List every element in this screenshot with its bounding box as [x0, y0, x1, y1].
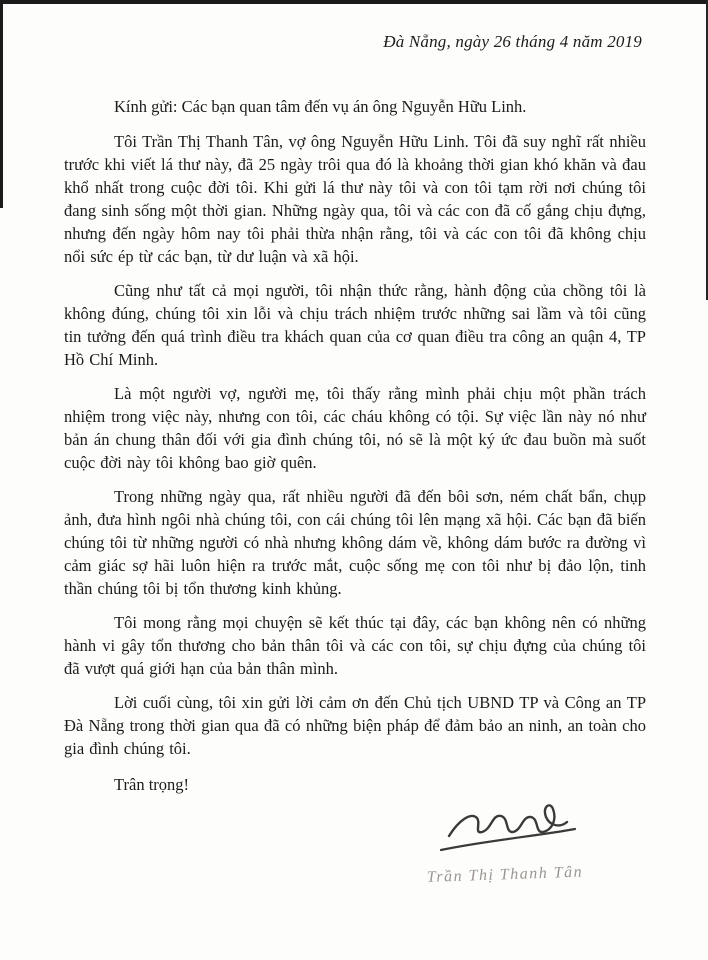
- salutation: Kính gửi: Các bạn quan tâm đến vụ án ông Nguyễn Hữu Linh.: [114, 97, 527, 116]
- letter-paragraph: Tôi Trần Thị Thanh Tân, vợ ông Nguyễn Hữu Linh. Tôi đã suy nghĩ rất nhiều trước khi viết lá thư này, đã 25 ngày trôi qua đó là khoảng thời gian khó khăn và đau khổ nhất trong cuộc đời tôi. Khi gửi lá thư này tôi và con tôi tạm rời nơi chúng tôi đang sinh sống một thời gian. Những ngày qua, tôi và các con đã cố gắng chịu đựng, nhưng đến ngày hôm nay tôi phải thừa nhận rằng, tôi và các con tôi đã không chịu nổi sức ép từ các bạn, từ dư luận và xã hội.: [64, 132, 646, 266]
- date-line: Đà Nẵng, ngày 26 tháng 4 năm 2019: [383, 32, 642, 51]
- closing-salute: Trân trọng!: [114, 775, 190, 794]
- signature-scrawl-icon: [441, 805, 575, 850]
- letter-paragraph: Tôi mong rằng mọi chuyện sẽ kết thúc tại đây, các bạn không nên có những hành vi gây tổn thương cho bản thân tôi và các con tôi, sự chịu đựng của chúng tôi đã vượt quá giới hạn của bản thân mình.: [64, 613, 646, 678]
- letter-paragraph: Là một người vợ, người mẹ, tôi thấy rằng mình phải chịu một phần trách nhiệm trong việc này, nhưng con tôi, các cháu không có tội. Sự việc lần này nó như bản án chung thân đối với gia đình chúng tôi, nó sẽ là một ký ức đau buồn mà suốt cuộc đời này tôi không bao giờ quên.: [64, 384, 646, 472]
- signature-block: [405, 790, 625, 900]
- letter-paragraph: Lời cuối cùng, tôi xin gửi lời cảm ơn đến Chủ tịch UBND TP và Công an TP Đà Nẵng trong thời gian qua đã có những biện pháp để đảm bảo an ninh, an toàn cho gia đình chúng tôi.: [64, 693, 646, 758]
- handwritten-signature: [405, 790, 625, 900]
- letter-paragraph: Cũng như tất cả mọi người, tôi nhận thức rằng, hành động của chồng tôi là không đúng, chúng tôi xin lỗi và chịu trách nhiệm trước những sai lầm và tôi cũng tin tưởng đến quá trình điều tra khách quan của cơ quan điều tra công an quận 4, TP Hồ Chí Minh.: [64, 281, 646, 369]
- signature-name: Trần Thị Thanh Tân: [426, 863, 584, 886]
- letter-paragraph: Trong những ngày qua, rất nhiều người đã đến bôi sơn, ném chất bẩn, chụp ảnh, đưa hình ngôi nhà chúng tôi, con cái chúng tôi lên mạng xã hội. Các bạn đã biến chúng tôi từ những người có nhà nhưng không dám về, không dám bước ra đường vì cảm giác sợ hãi luôn hiện ra trước mắt, cuộc sống mẹ con tôi như bị đảo lộn, tinh thần chúng tôi bị tổn thương kinh khủng.: [64, 487, 646, 598]
